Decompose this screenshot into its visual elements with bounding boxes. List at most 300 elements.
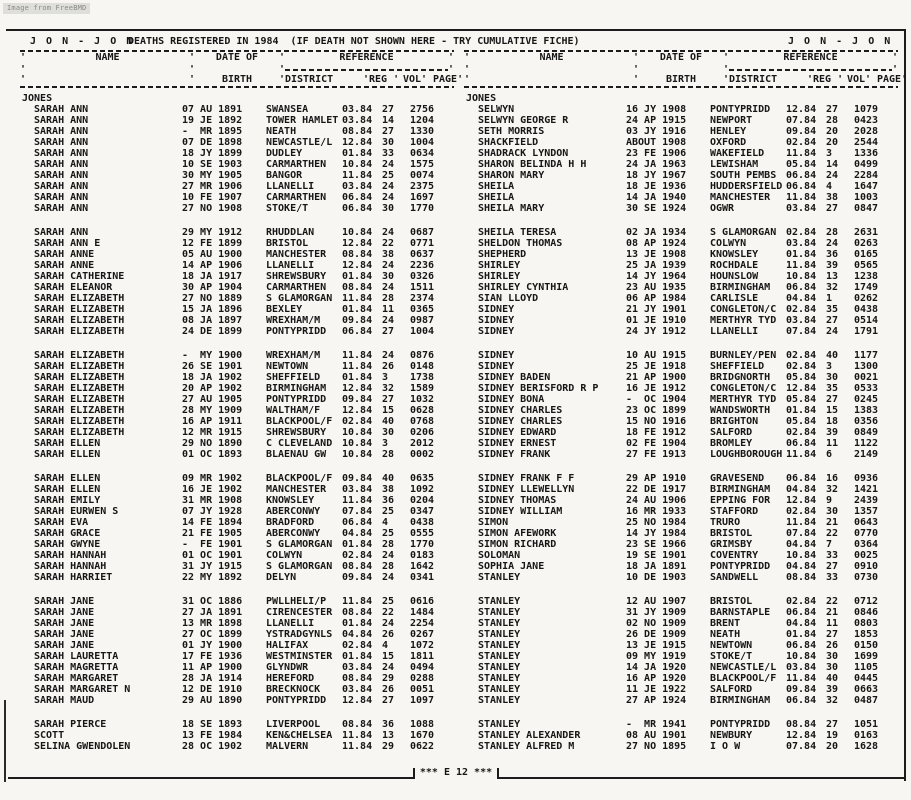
vol-cell: 32 [826, 695, 839, 706]
district-cell: HALIFAX [266, 640, 309, 651]
row-indent [464, 326, 478, 337]
name-cell: SARAH ELIZABETH [34, 326, 125, 337]
name-cell: SHADRACK LYNDON [478, 148, 569, 159]
reg-cell: 06.84 [342, 203, 373, 214]
district-cell: BIRMINGHAM [710, 484, 771, 495]
birth-cell: 14 JY 1964 [626, 271, 687, 282]
reg-cell: 11.84 [786, 260, 817, 271]
record-block [464, 350, 898, 460]
vol-cell: 13 [382, 730, 395, 741]
table-row [20, 427, 454, 438]
reg-cell: 09.84 [342, 315, 373, 326]
table-row [20, 326, 454, 337]
birth-cell: 11 JE 1922 [626, 684, 687, 695]
separator-tick: ' [20, 52, 27, 63]
district-cell: CONGLETON/C [710, 304, 777, 315]
table-row [464, 539, 898, 550]
page-cell: 0555 [410, 528, 435, 539]
table-row [20, 528, 454, 539]
page-cell: 1122 [854, 438, 879, 449]
record-block [464, 227, 898, 337]
birth-cell: 02 NO 1909 [626, 618, 687, 629]
vol-cell: 40 [826, 673, 839, 684]
vol-cell: 30 [382, 271, 395, 282]
name-cell: SARAH ANN [34, 192, 89, 203]
district-cell: S GLAMORGAN [710, 227, 777, 238]
district-cell: BRISTOL [710, 596, 753, 607]
reg-cell: 12.84 [342, 695, 373, 706]
birth-cell: 01 OC 1893 [182, 449, 243, 460]
birth-cell: 29 MY 1912 [182, 227, 243, 238]
district-cell: BROMLEY [710, 438, 753, 449]
page-cell: 2374 [410, 293, 435, 304]
page-cell: 1357 [854, 506, 879, 517]
page-cell: 0565 [854, 260, 879, 271]
name-cell: SARAH EMILY [34, 495, 101, 506]
district-cell: OGWR [710, 203, 735, 214]
vol-cell: 30 [382, 427, 395, 438]
name-cell: SARAH ELIZABETH [34, 383, 125, 394]
vol-cell: 36 [382, 719, 395, 730]
district-cell: MALVERN [266, 741, 309, 752]
fiche-range-right: J O N - J O N [788, 36, 893, 47]
date-of-column-header: DATE OF [659, 52, 703, 63]
vol-cell: 4 [826, 181, 833, 192]
vol-cell: 25 [382, 528, 395, 539]
name-cell: SARAH ANNE [34, 260, 95, 271]
separator-tick: ' [723, 74, 730, 85]
reg-cell: 08.84 [342, 249, 373, 260]
reg-cell: 12.84 [342, 405, 373, 416]
district-cell: ABERCONWY [266, 528, 321, 539]
page-cell: 0499 [854, 159, 879, 170]
reg-cell: 10.84 [786, 271, 817, 282]
row-indent [20, 126, 34, 137]
name-cell: STANLEY ALFRED M [478, 741, 575, 752]
page-cell: 1004 [410, 326, 435, 337]
row-indent [464, 126, 478, 137]
birth-cell: 14 FE 1894 [182, 517, 243, 528]
page-cell: 0846 [854, 607, 879, 618]
table-row [20, 607, 454, 618]
reference-column-header: REFERENCE [783, 52, 838, 63]
row-indent [20, 684, 34, 695]
district-cell: GRIMSBY [710, 539, 753, 550]
row-indent [20, 673, 34, 684]
name-cell: SARAH ELIZABETH [34, 361, 125, 372]
row-indent [20, 271, 34, 282]
table-row [20, 304, 454, 315]
page-cell: 0712 [854, 596, 879, 607]
table-row [464, 350, 898, 361]
table-row [20, 484, 454, 495]
record-block [20, 473, 454, 583]
reg-cell: 06.84 [786, 170, 817, 181]
page-cell: 0622 [410, 741, 435, 752]
page-cell: 0687 [410, 227, 435, 238]
page-cell: 0803 [854, 618, 879, 629]
reg-cell: 01.84 [342, 148, 373, 159]
page-cell: 2012 [410, 438, 435, 449]
row-indent [20, 115, 34, 126]
name-cell: SIDNEY WILLIAM [478, 506, 563, 517]
table-row [464, 104, 898, 115]
row-indent [20, 227, 34, 238]
reg-cell: 11.84 [786, 449, 817, 460]
table-row [464, 640, 898, 651]
table-row [20, 181, 454, 192]
left-table-rows [20, 93, 454, 752]
reg-cell: 02.84 [786, 427, 817, 438]
birth-cell: 24 AP 1915 [626, 115, 687, 126]
name-cell: SARAH ELIZABETH [34, 293, 125, 304]
birth-cell: 18 JA 1917 [182, 271, 243, 282]
district-cell: I O W [710, 741, 741, 752]
name-cell: SHARON BELINDA H H [478, 159, 587, 170]
district-cell: BRADFORD [266, 517, 315, 528]
separator-tick: ' [464, 64, 471, 75]
table-row [464, 304, 898, 315]
district-cell: HEREFORD [266, 673, 315, 684]
table-row [20, 416, 454, 427]
page-cell: 2149 [854, 449, 879, 460]
page-cell: 1811 [410, 651, 435, 662]
page-column-header: PAGE [433, 74, 458, 85]
vol-cell: 30 [826, 506, 839, 517]
name-cell: SIDNEY LLEWELLYN [478, 484, 575, 495]
district-cell: STOKE/T [266, 203, 309, 214]
birth-cell: 06 AP 1984 [626, 293, 687, 304]
name-cell: SARAH ELIZABETH [34, 350, 125, 361]
district-cell: SHREWSBURY [266, 271, 327, 282]
district-cell: CIRENCESTER [266, 607, 333, 618]
row-indent [20, 137, 34, 148]
vol-cell: 30 [382, 137, 395, 148]
name-cell: SARAH ANN [34, 203, 89, 214]
record-block [464, 473, 898, 583]
row-indent [464, 427, 478, 438]
district-cell: LOUGHBOROUGH [710, 449, 783, 460]
name-cell: SARAH CATHERINE [34, 271, 125, 282]
district-cell: WAKEFIELD [710, 148, 765, 159]
row-indent [20, 561, 34, 572]
page-cell: 0628 [410, 405, 435, 416]
district-cell: PONTYPRIDD [710, 104, 771, 115]
record-block [464, 596, 898, 706]
district-cell: BEXLEY [266, 304, 303, 315]
reg-cell: 11.84 [342, 350, 373, 361]
row-indent [20, 719, 34, 730]
district-cell: PONTYPRIDD [266, 695, 327, 706]
table-row [20, 350, 454, 361]
reg-cell: 04.84 [342, 528, 373, 539]
table-row [464, 137, 898, 148]
reg-cell: 05.84 [786, 416, 817, 427]
district-cell: DELYN [266, 572, 297, 583]
row-indent [20, 449, 34, 460]
page-cell: 0910 [854, 561, 879, 572]
record-block [20, 596, 454, 706]
name-cell: SARAH ANN [34, 181, 89, 192]
name-cell: SARAH EVA [34, 517, 89, 528]
name-cell: SIAN LLOYD [478, 293, 539, 304]
page-cell: 1177 [854, 350, 879, 361]
separator-tick: ' [189, 74, 196, 85]
row-indent [464, 405, 478, 416]
table-row [464, 361, 898, 372]
dashed-line [285, 69, 448, 71]
vol-cell: 1 [826, 293, 833, 304]
name-cell: SARAH ANN E [34, 238, 101, 249]
page-cell: 0438 [854, 304, 879, 315]
district-cell: MERTHYR TYD [710, 315, 777, 326]
district-cell: YSTRADGYNLS [266, 629, 333, 640]
vol-cell: 27 [382, 104, 395, 115]
birth-cell: 16 JY 1908 [626, 104, 687, 115]
separator-tick: ' [464, 52, 471, 63]
name-cell: SHEILA MARY [478, 203, 545, 214]
name-cell: SHIRLEY [478, 271, 521, 282]
table-row [20, 684, 454, 695]
row-indent [464, 350, 478, 361]
vol-cell: 35 [826, 304, 839, 315]
table-row [464, 662, 898, 673]
row-indent [464, 137, 478, 148]
right-table-header [464, 50, 908, 88]
page-cell: 0514 [854, 315, 879, 326]
district-cell: RHUDDLAN [266, 227, 315, 238]
bottom-border-line-left [8, 768, 415, 779]
page-cell: 0025 [854, 550, 879, 561]
separator-tick: ' [448, 52, 455, 63]
vol-cell: 3 [826, 361, 833, 372]
birth-cell: - FE 1901 [182, 539, 243, 550]
vol-cell: 30 [826, 651, 839, 662]
birth-cell: ABOUT 1908 [626, 137, 687, 148]
reg-cell: 06.84 [786, 282, 817, 293]
row-indent [20, 517, 34, 528]
row-indent [464, 684, 478, 695]
table-row [20, 192, 454, 203]
row-indent [464, 473, 478, 484]
name-cell: SARAH ANN [34, 137, 89, 148]
row-indent [464, 115, 478, 126]
table-row [464, 394, 898, 405]
birth-cell: 01 JE 1910 [626, 315, 687, 326]
district-column-header: DISTRICT [729, 74, 778, 85]
birth-cell: - MY 1900 [182, 350, 243, 361]
surname-group-header: JONES [22, 93, 53, 104]
table-row [464, 673, 898, 684]
bottom-border-line-right [497, 768, 904, 779]
row-indent [20, 260, 34, 271]
reg-cell: 09.84 [342, 473, 373, 484]
name-column-header: NAME [95, 52, 120, 63]
separator-tick: ' [20, 64, 27, 75]
district-cell: HENLEY [710, 126, 747, 137]
row-indent [464, 361, 478, 372]
reg-cell: 03.84 [342, 181, 373, 192]
table-row [464, 473, 898, 484]
district-cell: BRECKNOCK [266, 684, 321, 695]
birth-cell: 17 FE 1936 [182, 651, 243, 662]
name-cell: SIMON [478, 517, 509, 528]
birth-cell: 23 FE 1906 [626, 148, 687, 159]
vol-cell: 32 [826, 484, 839, 495]
table-row [464, 730, 898, 741]
table-row [20, 137, 454, 148]
district-cell: SALFORD [710, 427, 753, 438]
table-row [20, 249, 454, 260]
page-cell: 0987 [410, 315, 435, 326]
page-cell: 0936 [854, 473, 879, 484]
district-cell: WREXHAM/M [266, 315, 321, 326]
reg-cell: 11.84 [786, 192, 817, 203]
reg-cell: 11.84 [342, 293, 373, 304]
record-block [20, 227, 454, 337]
reg-cell: 11.84 [786, 517, 817, 528]
row-indent [464, 695, 478, 706]
birth-cell: 19 JE 1892 [182, 115, 243, 126]
date-of-column-header: DATE OF [215, 52, 259, 63]
birth-cell: 18 JY 1967 [626, 170, 687, 181]
name-cell: SARAH GRACE [34, 528, 101, 539]
page-cell: 0163 [854, 730, 879, 741]
vol-cell: 26 [382, 361, 395, 372]
row-indent [464, 719, 478, 730]
table-row [464, 741, 898, 752]
row-indent [464, 181, 478, 192]
table-row [20, 260, 454, 271]
birth-cell: 09 MR 1902 [182, 473, 243, 484]
reg-column-header: 'REG ' [807, 74, 844, 85]
row-indent [20, 651, 34, 662]
row-indent [464, 449, 478, 460]
name-cell: SARAH ELIZABETH [34, 405, 125, 416]
name-cell: SIDNEY [478, 326, 515, 337]
page-header [0, 36, 911, 48]
reg-cell: 02.84 [342, 640, 373, 651]
page-cell: 0494 [410, 662, 435, 673]
vol-cell: 28 [382, 293, 395, 304]
dashed-line [729, 69, 892, 71]
district-cell: BLACKPOOL/F [710, 673, 777, 684]
table-row [464, 427, 898, 438]
district-cell: MANCHESTER [266, 249, 327, 260]
name-cell: STANLEY [478, 607, 521, 618]
page-cell: 0165 [854, 249, 879, 260]
name-cell: SIDNEY FRANK F F [478, 473, 575, 484]
vol-cell: 20 [826, 741, 839, 752]
reg-cell: 01.84 [342, 618, 373, 629]
reg-cell: 06.84 [786, 438, 817, 449]
vol-cell: 7 [826, 539, 833, 550]
table-row [20, 282, 454, 293]
vol-cell: 4 [382, 640, 389, 651]
birth-cell: 16 JE 1912 [626, 383, 687, 394]
row-indent [20, 203, 34, 214]
birth-column-header: BIRTH [665, 74, 697, 85]
page-cell: 1032 [410, 394, 435, 405]
birth-cell: 27 JA 1891 [182, 607, 243, 618]
dashed-line [20, 86, 454, 88]
table-row [20, 640, 454, 651]
vol-cell: 20 [826, 126, 839, 137]
row-indent [20, 618, 34, 629]
table-row [464, 449, 898, 460]
reg-cell: 03.84 [786, 315, 817, 326]
row-indent [20, 427, 34, 438]
reg-cell: 09.84 [342, 572, 373, 583]
birth-cell: 08 JA 1897 [182, 315, 243, 326]
page-cell: 1300 [854, 361, 879, 372]
vol-cell: 11 [382, 304, 395, 315]
birth-cell: 24 JY 1912 [626, 326, 687, 337]
vol-cell: 21 [826, 517, 839, 528]
vol-cell: 24 [382, 282, 395, 293]
table-row [20, 517, 454, 528]
reg-cell: 05.84 [786, 372, 817, 383]
row-indent [464, 104, 478, 115]
reg-cell: 10.84 [342, 427, 373, 438]
reg-cell: 02.84 [786, 506, 817, 517]
reg-cell: 10.84 [786, 550, 817, 561]
birth-cell: 03 JY 1916 [626, 126, 687, 137]
page-cell: 0847 [854, 203, 879, 214]
table-row [464, 618, 898, 629]
row-indent [464, 192, 478, 203]
reference-column-header: REFERENCE [339, 52, 394, 63]
page-cell: 1642 [410, 561, 435, 572]
row-indent [464, 561, 478, 572]
name-cell: SARAH ANN [34, 159, 89, 170]
birth-cell: 01 JY 1900 [182, 640, 243, 651]
district-cell: BIRMINGHAM [710, 695, 771, 706]
reg-cell: 11.84 [786, 673, 817, 684]
table-row [464, 170, 898, 181]
name-cell: SELWYN GEORGE R [478, 115, 569, 126]
name-cell: SARAH JANE [34, 629, 95, 640]
row-indent [464, 372, 478, 383]
vol-cell: 24 [382, 181, 395, 192]
name-cell: SIDNEY THOMAS [478, 495, 557, 506]
birth-cell: 08 AP 1924 [626, 238, 687, 249]
vol-cell: 29 [382, 741, 395, 752]
row-indent [20, 640, 34, 651]
name-column-header: NAME [539, 52, 564, 63]
table-row [464, 484, 898, 495]
reg-cell: 12.84 [786, 104, 817, 115]
page-cell: 1738 [410, 372, 435, 383]
vol-cell: 27 [826, 203, 839, 214]
reg-cell: 07.84 [342, 506, 373, 517]
row-indent [464, 271, 478, 282]
page-cell: 1079 [854, 104, 879, 115]
vol-cell: 28 [382, 561, 395, 572]
birth-cell: 21 FE 1905 [182, 528, 243, 539]
vol-cell: 30 [826, 662, 839, 673]
birth-cell: 02 FE 1904 [626, 438, 687, 449]
district-cell: MANCHESTER [710, 192, 771, 203]
birth-cell: 21 AP 1900 [626, 372, 687, 383]
vol-column-header: VOL' [847, 74, 872, 85]
table-row [464, 495, 898, 506]
district-cell: SHREWSBURY [266, 427, 327, 438]
reg-cell: 02.84 [786, 227, 817, 238]
table-row [20, 618, 454, 629]
page-cell: 2236 [410, 260, 435, 271]
page-cell: 1770 [410, 539, 435, 550]
